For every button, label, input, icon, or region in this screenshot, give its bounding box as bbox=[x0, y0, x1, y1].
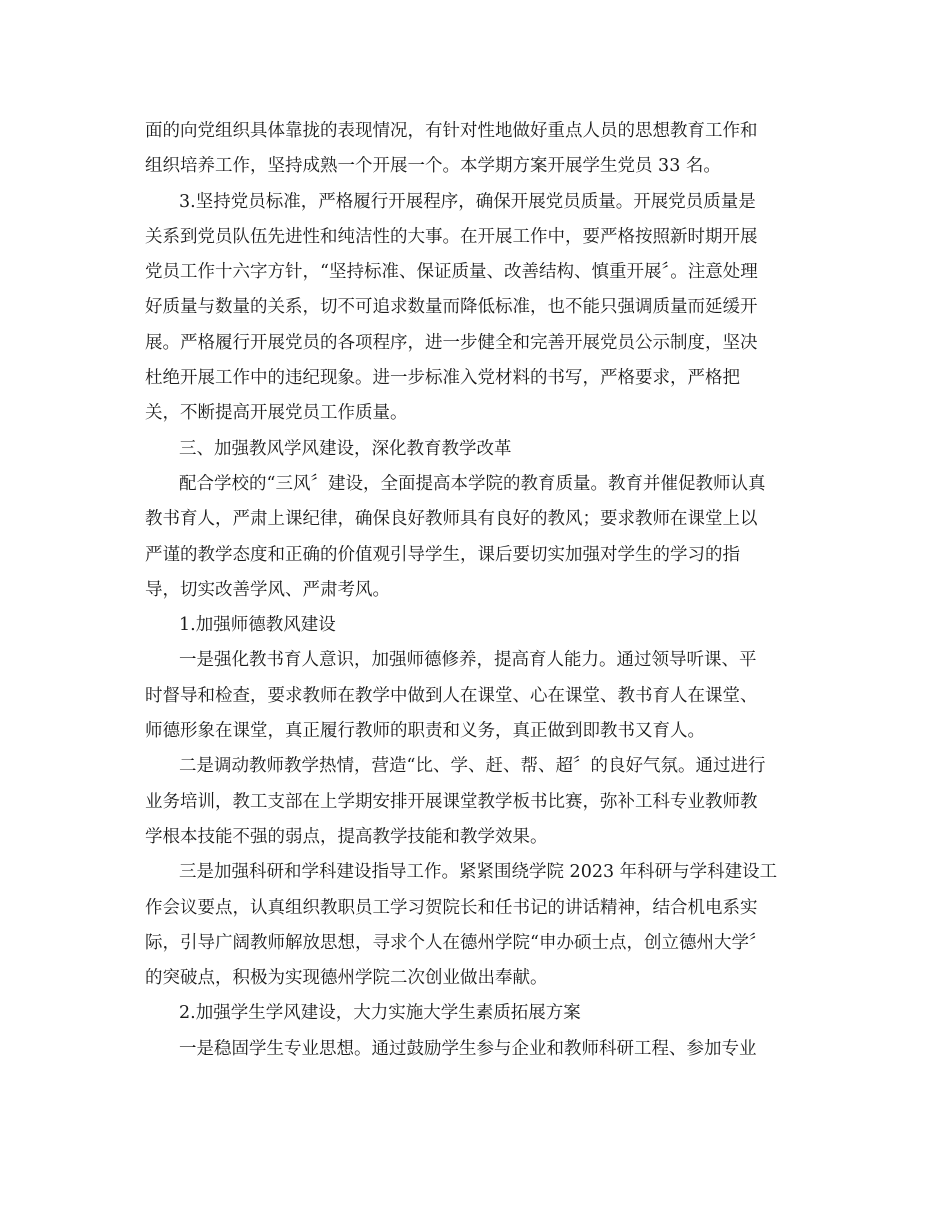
text-line: 作会议要点，认真组织教职员工学习贺院长和任书记的讲话精神，结合机电系实 bbox=[145, 897, 758, 918]
paragraph-first-line: 1.加强师德教风建设 bbox=[179, 615, 336, 636]
paragraph-first-line: 2.加强学生学风建设，大力实施大学生素质拓展方案 bbox=[179, 1003, 581, 1024]
text-line: 教书育人，严肃上课纪律，确保良好教师具有良好的教风；要求教师在课堂上以 bbox=[145, 509, 758, 530]
text-line: 学根本技能不强的弱点，提高教学技能和教学效果。 bbox=[145, 826, 548, 847]
paragraph-first-line: 一是稳固学生专业思想。通过鼓励学生参与企业和教师科研工程、参加专业 bbox=[179, 1038, 757, 1059]
text-line: 党员工作十六字方针，“坚持标准、保证质量、改善结构、慎重开展〞。注意处理 bbox=[145, 262, 758, 283]
paragraph-first-line: 二是调动教师教学热情，营造“比、学、赶、帮、超〞的良好气氛。通过进行 bbox=[179, 756, 766, 777]
paragraph-first-line: 三、加强教风学风建设，深化教育教学改革 bbox=[179, 438, 512, 459]
paragraph-first-line: 配合学校的“三风〞建设，全面提高本学院的教育质量。教育并催促教师认真 bbox=[179, 473, 766, 494]
text-line: 际，引导广阔教师解放思想，寻求个人在德州学院“申办硕士点，创立德州大学〞 bbox=[145, 932, 767, 953]
paragraph-first-line: 三是加强科研和学科建设指导工作。紧紧围绕学院 2023 年科研与学科建设工 bbox=[179, 862, 778, 883]
text-line: 师德形象在课堂，真正履行教师的职责和义务，真正做到即教书又育人。 bbox=[145, 721, 705, 742]
text-line: 导，切实改善学风、严肃考风。 bbox=[145, 579, 390, 600]
text-line: 关系到党员队伍先进性和纯洁性的大事。在开展工作中，要严格按照新时期开展 bbox=[145, 226, 758, 247]
paragraph-first-line: 3.坚持党员标准，严格履行开展程序，确保开展党员质量。开展党员质量是 bbox=[179, 191, 756, 212]
text-line: 的突破点，积极为实现德州学院二次创业做出奉献。 bbox=[145, 968, 548, 989]
text-line: 展。严格履行开展党员的各项程序，进一步健全和完善开展党员公示制度，坚决 bbox=[145, 332, 758, 353]
document-body bbox=[145, 114, 805, 1067]
text-line: 严谨的教学态度和正确的价值观引导学生，课后要切实加强对学生的学习的指 bbox=[145, 544, 740, 565]
text-line: 业务培训，教工支部在上学期安排开展课堂教学板书比赛，弥补工科专业教师教 bbox=[145, 791, 758, 812]
text-line: 时督导和检查，要求教师在教学中做到人在课堂、心在课堂、教书育人在课堂、 bbox=[145, 685, 758, 706]
paragraph-first-line: 一是强化教书育人意识，加强师德修养，提高育人能力。通过领导听课、平 bbox=[179, 650, 757, 671]
text-line: 关，不断提高开展党员工作质量。 bbox=[145, 403, 408, 424]
text-line: 组织培养工作，坚持成熟一个开展一个。本学期方案开展学生党员 33 名。 bbox=[145, 156, 721, 177]
text-line: 好质量与数量的关系，切不可追求数量而降低标准，也不能只强调质量而延缓开 bbox=[145, 297, 758, 318]
text-line: 杜绝开展工作中的违纪现象。进一步标准入党材料的书写，严格要求，严格把 bbox=[145, 368, 740, 389]
text-line: 面的向党组织具体靠拢的表现情况，有针对性地做好重点人员的思想教育工作和 bbox=[145, 121, 758, 141]
